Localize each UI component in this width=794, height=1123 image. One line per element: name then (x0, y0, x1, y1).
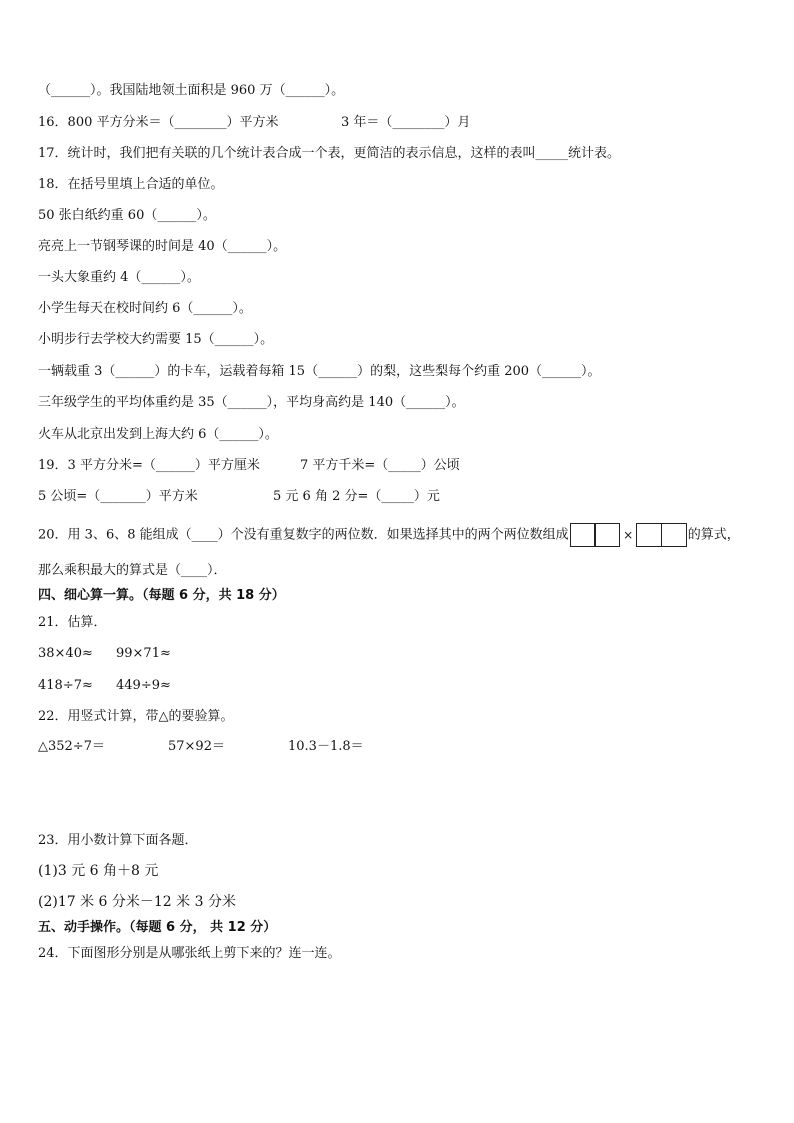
q18-item-7: 三年级学生的平均体重约是 35（______），平均身高约是 140（______）。 (38, 395, 465, 410)
q18-item-5: 小明步行去学校大约需要 15（______）。 (38, 332, 274, 347)
times-sign: × (623, 528, 634, 542)
q19-part-c: 5 公顷=（_______）平方米 (38, 489, 198, 504)
q23-b: (2)17 米 6 分米－12 米 3 分米 (38, 894, 236, 910)
digit-boxes-left (570, 522, 621, 548)
q18-item-4: 小学生每天在校时间约 6（______）。 (38, 301, 252, 316)
q24: 24．下面图形分别是从哪张纸上剪下来的？连一连。 (38, 946, 341, 961)
q23-a: (1)3 元 6 角＋8 元 (38, 863, 159, 879)
q20-row-2: 那么乘积最大的算式是（____）． (38, 563, 227, 578)
q18-item-3: 一头大象重约 4（______）。 (38, 270, 200, 285)
q18-heading: 18．在括号里填上合适的单位。 (38, 177, 224, 192)
q21-a: 38×40≈ (38, 646, 93, 661)
digit-box (636, 523, 662, 547)
digit-boxes-right (636, 522, 687, 548)
q18-item-2: 亮亮上一节钢琴课的时间是 40（______）。 (38, 239, 287, 254)
q15-continued: （______）。我国陆地领土面积是 960 万（______）。 (38, 83, 345, 98)
q21-heading: 21．估算． (38, 615, 107, 630)
digit-box (570, 523, 596, 547)
q22-c: 10.3－1.8＝ (288, 739, 364, 754)
q23-heading: 23．用小数计算下面各题． (38, 833, 198, 848)
q22-heading: 22．用竖式计算，带△的要验算。 (38, 709, 234, 724)
q22-b: 57×92＝ (168, 739, 225, 754)
q21-b: 99×71≈ (116, 646, 171, 661)
q16-part-b: 3 年＝（________）月 (341, 115, 471, 130)
q20-text-a: 20．用 3、6、8 能组成（____）个没有重复数字的两位数．如果选择其中的两个两位数组成 (38, 527, 569, 543)
q18-item-6: 一辆载重 3（______）的卡车，运载着每箱 15（______）的梨，这些梨每个约重 200（______）。 (38, 364, 601, 379)
q20-row-1 (38, 522, 740, 549)
section-4-heading: 四、细心算一算。（每题 6 分，共 18 分） (38, 588, 285, 603)
digit-box (594, 523, 620, 547)
section-5-heading: 五、动手操作。（每题 6 分， 共 12 分） (38, 920, 277, 935)
q16-part-a: 16．800 平方分米＝（________）平方米 (38, 115, 279, 130)
q18-item-8: 火车从北京出发到上海大约 6（______）。 (38, 427, 278, 442)
q19-part-a: 19．3 平方分米=（______）平方厘米 (38, 458, 260, 473)
q18-item-1: 50 张白纸约重 60（______）。 (38, 208, 216, 223)
q21-d: 449÷9≈ (116, 678, 171, 693)
q20-text-b: 的算式， (687, 527, 740, 543)
q19-part-b: 7 平方千米=（_____）公顷 (300, 458, 460, 473)
q22-a: △352÷7＝ (38, 739, 105, 754)
q19-part-d: 5 元 6 角 2 分=（_____）元 (273, 489, 440, 504)
q17: 17．统计时，我们把有关联的几个统计表合成一个表，更简洁的表示信息，这样的表叫_____统计表。 (38, 146, 621, 161)
q21-c: 418÷7≈ (38, 678, 93, 693)
digit-box (661, 523, 687, 547)
